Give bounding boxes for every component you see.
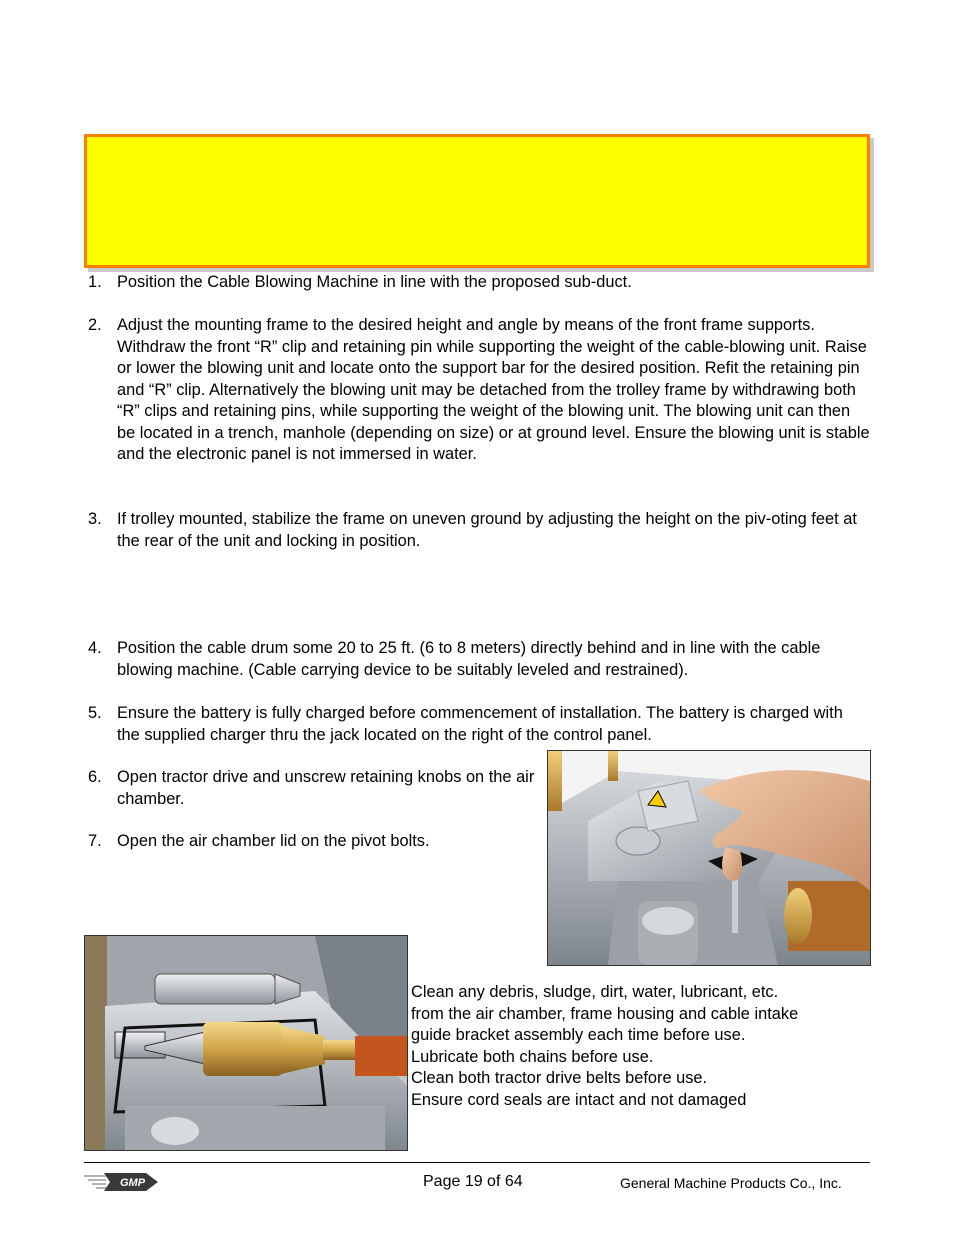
note-line: Ensure cord seals are intact and not damaged xyxy=(411,1090,747,1109)
step-text: Ensure the battery is fully charged before commencement of installation. The battery is charged with the supplied charger thru the jack located on the right of the control panel. xyxy=(117,704,843,744)
step-text: Position the cable drum some 20 to 25 ft. (6 to 8 meters) directly behind and in line with the cable blowing machine. (Cable carrying device to be suitably leveled and restrained). xyxy=(117,639,821,679)
step-number: 2. xyxy=(88,316,102,334)
page-number: Page 19 of 64 xyxy=(423,1173,523,1190)
step-number: 5. xyxy=(88,704,102,722)
footer-divider xyxy=(84,1162,870,1163)
step-text: Position the Cable Blowing Machine in line with the proposed sub-duct. xyxy=(117,273,632,291)
photo-air-chamber xyxy=(84,935,408,1151)
note-line: Clean both tractor drive belts before use. xyxy=(411,1069,708,1088)
step-number: 1. xyxy=(88,273,102,291)
step-number: 3. xyxy=(88,510,102,528)
step-text: Open the air chamber lid on the pivot bolts. xyxy=(117,832,430,850)
warning-banner xyxy=(84,134,870,268)
step-4 xyxy=(88,638,870,681)
step-number: 4. xyxy=(88,639,102,657)
step-6 xyxy=(88,767,548,810)
svg-text:GMP: GMP xyxy=(120,1177,146,1189)
cleaning-notes xyxy=(411,982,871,1112)
step-5 xyxy=(88,703,870,746)
step-text: Adjust the mounting frame to the desired height and angle by means of the front frame supports. Withdraw the front “R” clip and retaining pin while supporting the weight of the cable-blowing unit. Raise or lower the blowing unit and locate onto the support bar for the desired position. Refit the retaining pin and “R” clip. Alternatively the blowing unit may be detached from the trolley frame by withdrawing both “R” clips and retaining pins, while supporting the weight of the blowing unit. The blowing unit can then be located in a trench, manhole (depending on size) or at ground level. Ensure the blowing unit is stable and the electronic panel is not immersed in water. xyxy=(117,316,870,463)
note-line: guide bracket assembly each time before use. xyxy=(411,1026,746,1045)
step-text: Open tractor drive and unscrew retaining knobs on the air chamber. xyxy=(117,768,535,808)
note-line: from the air chamber, frame housing and cable intake xyxy=(411,1004,799,1023)
note-line: Clean any debris, sludge, dirt, water, lubricant, etc. xyxy=(411,983,779,1001)
company-name: General Machine Products Co., Inc. xyxy=(620,1175,842,1191)
step-number: 7. xyxy=(88,832,102,850)
step-2 xyxy=(88,315,870,466)
step-3 xyxy=(88,509,870,552)
step-number: 6. xyxy=(88,768,102,786)
note-line: Lubricate both chains before use. xyxy=(411,1047,654,1066)
step-text: If trolley mounted, stabilize the frame on uneven ground by adjusting the height on the piv-oting feet at the rear of the unit and locking in position. xyxy=(117,510,857,550)
photo-retaining-knob xyxy=(547,750,871,966)
gmp-logo xyxy=(84,1170,162,1199)
step-1 xyxy=(88,272,868,294)
step-7 xyxy=(88,831,548,853)
